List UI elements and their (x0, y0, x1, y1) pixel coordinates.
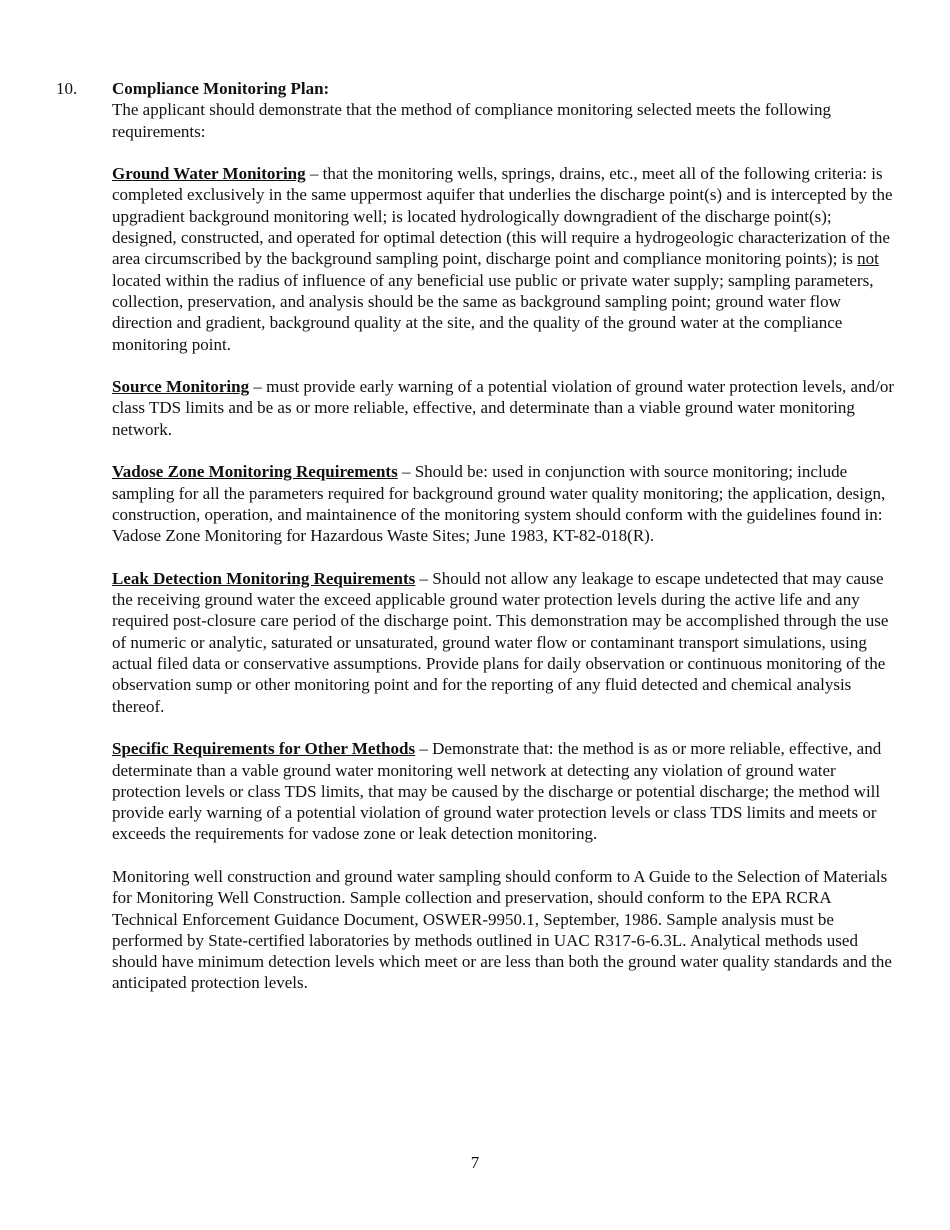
closing-paragraph: Monitoring well construction and ground water sampling should conform to A Guide to the Selection of Materials for Monitoring Well Construction. Sample collection and preservation, should conform to the EPA RCRA Technical Enforcement Guidance Document, OSWER-9950.1, September, 1986. Sample analysis must be performed by State-certified laboratories by methods outlined in UAC R317-6-6.3L. Analytical methods used should have minimum detection levels which meet or are less than both the ground water quality standards and the anticipated protection levels. (112, 866, 892, 993)
ground-water-text-after: located within the radius of influence of any beneficial use public or private water supply; sampling parameters, collection, preservation, and analysis should be the same as background sampling point; ground water flow direction and gradient, background quality at the site, and the quality of the ground water at the compliance monitoring point. (112, 270, 874, 354)
ground-water-text-before: – that the monitoring wells, springs, drains, etc., meet all of the following criteria: is completed exclusively in the same uppermost aquifer that underlies the discharge point(s) and is intercepted by the upgradient background monitoring well; is located hydrologically downgradient of the discharge point(s); designed, constructed, and operated for optimal detection (this will require a hydrogeologic characterization of the area circumscribed by the background sampling point, discharge point and compliance monitoring points); is (112, 164, 893, 269)
ground-water-monitoring-term: Ground Water Monitoring (112, 164, 306, 184)
leak-detection-term: Leak Detection Monitoring Requirements (112, 568, 416, 588)
ground-water-monitoring-paragraph (112, 163, 898, 355)
vadose-zone-paragraph (112, 461, 898, 546)
section-number: 10. (56, 79, 78, 98)
page-number: 7 (470, 1153, 480, 1172)
document-body (112, 78, 898, 994)
section-title: Compliance Monitoring Plan: (112, 79, 330, 98)
other-methods-text: – Demonstrate that: the method is as or more reliable, effective, and determinate than a vable ground water monitoring well network at detecting any violation of ground water protection levels or class TDS limits, that may be caused by the discharge or potential discharge; the method will provide early warning of a potential violation of ground water protection levels or class TDS limits and meets or exceeds the requirements for vadose zone or leak detection monitoring. (112, 739, 882, 844)
leak-detection-paragraph (112, 568, 898, 717)
other-methods-term: Specific Requirements for Other Methods (112, 739, 416, 759)
leak-detection-text: – Should not allow any leakage to escape undetected that may cause the receiving ground water the exceed applicable ground water protection levels during the active life and any required post-closure care period of the discharge point. This demonstration may be accomplished through the use of numeric or analytic, saturated or unsaturated, ground water flow or contaminant transport simulations, using actual filed data or conservative assumptions. Provide plans for daily observation or continuous monitoring of the observation sump or other monitoring point and for the reporting of any fluid detected and chemical analysis thereof. (112, 568, 889, 716)
vadose-zone-text: – Should be: used in conjunction with source monitoring; include sampling for all the parameters required for background ground water quality monitoring; the application, design, construction, operation, and maintainence of the monitoring system should conform with the guidelines found in: Vadose Zone Monitoring for Hazardous Waste Sites; June 1983, KT-82-018(R). (112, 462, 886, 546)
other-methods-paragraph (112, 738, 898, 844)
ground-water-emphasis: not (857, 249, 879, 269)
section-intro: The applicant should demonstrate that the method of compliance monitoring selected meets the following requirements: (112, 100, 831, 141)
vadose-zone-term: Vadose Zone Monitoring Requirements (112, 462, 398, 482)
source-monitoring-text: – must provide early warning of a potential violation of ground water protection levels, and/or class TDS limits and be as or more reliable, effective, and determinate than a viable ground water monitoring network. (112, 377, 894, 439)
source-monitoring-paragraph (112, 376, 898, 440)
source-monitoring-term: Source Monitoring (112, 377, 250, 397)
